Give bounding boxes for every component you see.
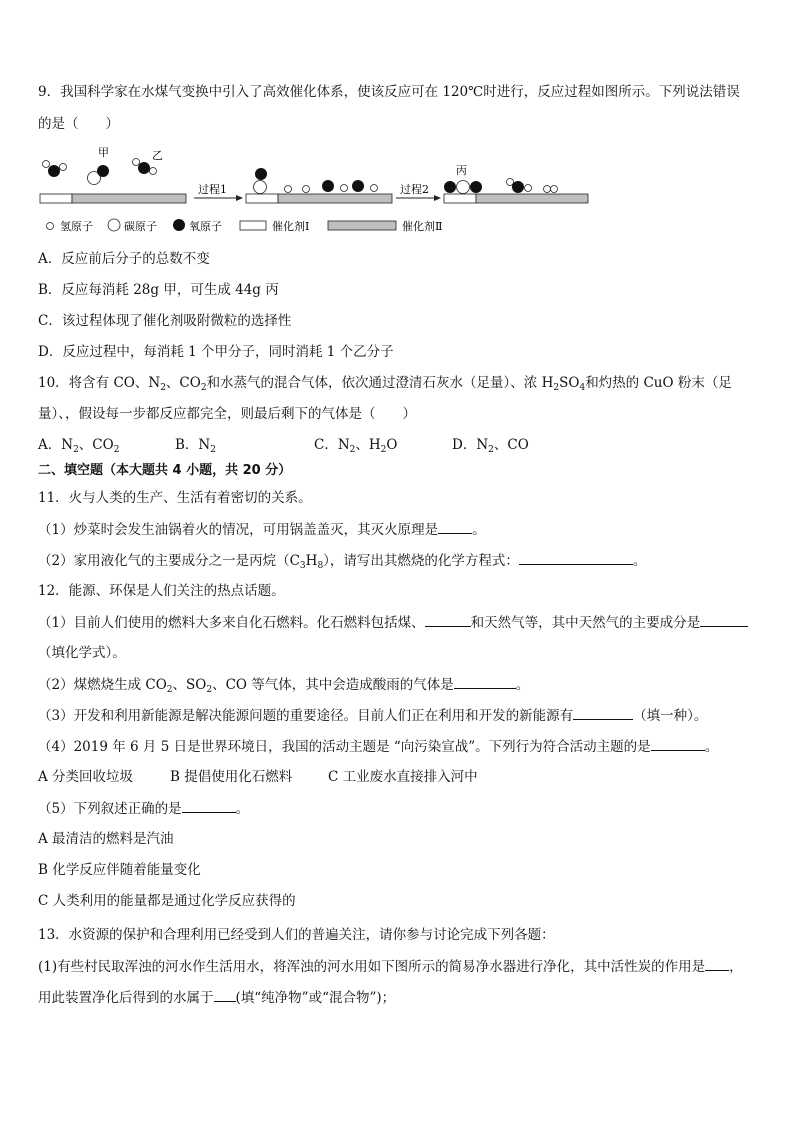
q12-part3: （3）开发和利用新能源是解决能源问题的重要途径。目前人们正在利用和开发的新能源有 （填一种）。 bbox=[38, 705, 707, 726]
label-yi: 乙 bbox=[152, 149, 163, 162]
carbon-atom bbox=[254, 181, 267, 194]
hydrogen-atom bbox=[285, 186, 292, 193]
oxygen-atom bbox=[352, 180, 364, 192]
q13-stem: 13．水资源的保护和合理利用已经受到人们的普遍关注，请你参与讨论完成下列各题： bbox=[38, 927, 555, 943]
catalyst-1-segment bbox=[40, 194, 72, 203]
answer-blank[interactable] bbox=[651, 736, 705, 751]
q9-option-b: B．反应每消耗 28g 甲，可生成 44g 丙 bbox=[38, 282, 279, 298]
hydrogen-atom bbox=[525, 185, 532, 192]
answer-blank[interactable] bbox=[438, 519, 472, 534]
hydrogen-atom bbox=[371, 185, 378, 192]
answer-blank[interactable] bbox=[705, 956, 729, 971]
label-bing: 丙 bbox=[456, 164, 467, 177]
answer-blank[interactable] bbox=[182, 798, 236, 813]
q13-part1-cont: 用此装置净化后得到的水属于 (填“纯净物”或“混合物”)； bbox=[38, 987, 395, 1008]
q12-part5: （5）下列叙述正确的是 。 bbox=[38, 798, 249, 819]
hydrogen-atom bbox=[133, 159, 140, 166]
hydrogen-atom bbox=[60, 164, 67, 171]
q9-stem-line1: 9．我国科学家在水煤气变换中引入了高效催化体系，使该反应可在 120℃时进行，反应过程如图所示。下列说法错误 bbox=[38, 84, 740, 100]
oxygen-atom bbox=[322, 180, 334, 192]
carbon-atom bbox=[457, 181, 470, 194]
catalyst-2-segment bbox=[72, 194, 186, 203]
answer-blank[interactable] bbox=[519, 550, 633, 565]
answer-blank[interactable] bbox=[214, 987, 236, 1002]
arrow-icon bbox=[434, 195, 441, 201]
q10-option-a: A．$N_2$、$CO_2$ bbox=[38, 437, 120, 455]
catalyst-1-segment bbox=[444, 194, 476, 203]
legend-catalyst-1-icon bbox=[240, 221, 266, 230]
hydrogen-atom bbox=[43, 161, 50, 168]
catalyst-2-segment bbox=[476, 194, 588, 203]
legend-carbon-icon bbox=[108, 219, 120, 231]
q10-stem-line2: 量）、，假设每一步都反应都完全，则最后剩下的气体是（ ） bbox=[38, 406, 416, 422]
oxygen-atom bbox=[255, 168, 267, 180]
q9-option-a: A．反应前后分子的总数不变 bbox=[38, 251, 210, 267]
reaction-process-diagram bbox=[38, 146, 598, 238]
process-1-label: 过程1 bbox=[198, 183, 227, 196]
q9-option-c: C．该过程体现了催化剂吸附微粒的选择性 bbox=[38, 313, 292, 329]
q11-part1: （1）炒菜时会发生油锅着火的情况，可用锅盖盖灭，其灭火原理是 。 bbox=[38, 519, 486, 540]
q12-part4-option-b: B 提倡使用化石燃料 bbox=[170, 769, 293, 785]
q11-stem: 11．火与人类的生产、生活有着密切的关系。 bbox=[38, 490, 312, 506]
oxygen-atom bbox=[512, 181, 524, 193]
legend-catalyst-2-label: 催化剂Ⅱ bbox=[402, 220, 443, 233]
answer-blank[interactable] bbox=[454, 674, 516, 689]
hydrogen-atom bbox=[341, 185, 348, 192]
q12-part5-option-a: A 最清洁的燃料是汽油 bbox=[38, 831, 174, 847]
q10-option-c: C．$N_2$、$H_2O$ bbox=[314, 437, 398, 455]
q10-stem-line1: 10．将含有 CO、$N_2$、$CO_2$和水蒸气的混合气体，依次通过澄清石灰水（足量）、浓 $H_2SO_4$和灼热的 CuO 粉末（足 bbox=[38, 375, 732, 393]
q10-option-d: D．$N_2$、CO bbox=[452, 437, 529, 455]
q12-part4-option-a: A 分类回收垃圾 bbox=[38, 769, 134, 785]
q9-stem-line2: 的是（ ） bbox=[38, 116, 119, 132]
oxygen-atom bbox=[470, 181, 482, 193]
answer-blank[interactable] bbox=[573, 705, 633, 720]
legend-carbon-label: 碳原子 bbox=[124, 220, 157, 233]
q12-part5-option-b: B 化学反应伴随着能量变化 bbox=[38, 862, 201, 878]
legend-oxygen-label: 氧原子 bbox=[189, 220, 222, 233]
q12-stem: 12．能源、环保是人们关注的热点话题。 bbox=[38, 583, 285, 599]
oxygen-atom bbox=[48, 165, 60, 177]
oxygen-atom bbox=[97, 165, 109, 177]
hydrogen-atom bbox=[303, 186, 310, 193]
legend-oxygen-icon bbox=[173, 219, 185, 231]
q12-part5-option-c: C 人类利用的能量都是通过化学反应获得的 bbox=[38, 893, 296, 909]
q9-option-d: D．反应过程中，每消耗 1 个甲分子，同时消耗 1 个乙分子 bbox=[38, 344, 394, 360]
hydrogen-atom bbox=[544, 186, 551, 193]
q11-part2: （2）家用液化气的主要成分之一是丙烷$(C_3H_8)$，请写出其燃烧的化学方程式： 。 bbox=[38, 550, 646, 571]
label-jia: 甲 bbox=[98, 146, 109, 159]
q12-part1: （1）目前人们使用的燃料大多来自化石燃料。化石燃料包括煤、 和天然气等，其中天然气的主要成分是 bbox=[38, 612, 748, 633]
legend-catalyst-1-label: 催化剂Ⅰ bbox=[272, 220, 310, 233]
legend-hydrogen-label: 氢原子 bbox=[60, 220, 93, 233]
q10-option-b: B．$N_2$ bbox=[175, 437, 216, 455]
q12-part2: （2）煤燃烧生成 $CO_2$、$SO_2$、CO 等气体，其中会造成酸雨的气体是 。 bbox=[38, 674, 529, 695]
q12-part1-cont: （填化学式）。 bbox=[38, 645, 126, 661]
answer-blank[interactable] bbox=[425, 612, 471, 627]
oxygen-atom bbox=[444, 181, 456, 193]
catalyst-1-segment bbox=[246, 194, 278, 203]
arrow-icon bbox=[236, 195, 243, 201]
legend-hydrogen-icon bbox=[47, 223, 54, 230]
oxygen-atom bbox=[138, 162, 150, 174]
q12-part4-option-c: C 工业废水直接排入河中 bbox=[328, 769, 478, 785]
answer-blank[interactable] bbox=[700, 612, 748, 627]
hydrogen-atom bbox=[150, 168, 157, 175]
q12-part4: （4）2019 年 6 月 5 日是世界环境日，我国的活动主题是 “向污染宣战”。下列行为符合活动主题的是 。 bbox=[38, 736, 718, 757]
section-2-title: 二、填空题（本大题共 4 小题，共 20 分） bbox=[38, 463, 292, 478]
catalyst-2-segment bbox=[278, 194, 392, 203]
q13-part1: (1)有些村民取浑浊的河水作生活用水，将浑浊的河水用如下图所示的简易净水器进行净化，其中活性炭的作用是 ， bbox=[38, 956, 743, 977]
hydrogen-atom bbox=[507, 179, 514, 186]
hydrogen-atom bbox=[551, 186, 558, 193]
process-2-label: 过程2 bbox=[400, 183, 429, 196]
legend-catalyst-2-icon bbox=[328, 221, 396, 230]
